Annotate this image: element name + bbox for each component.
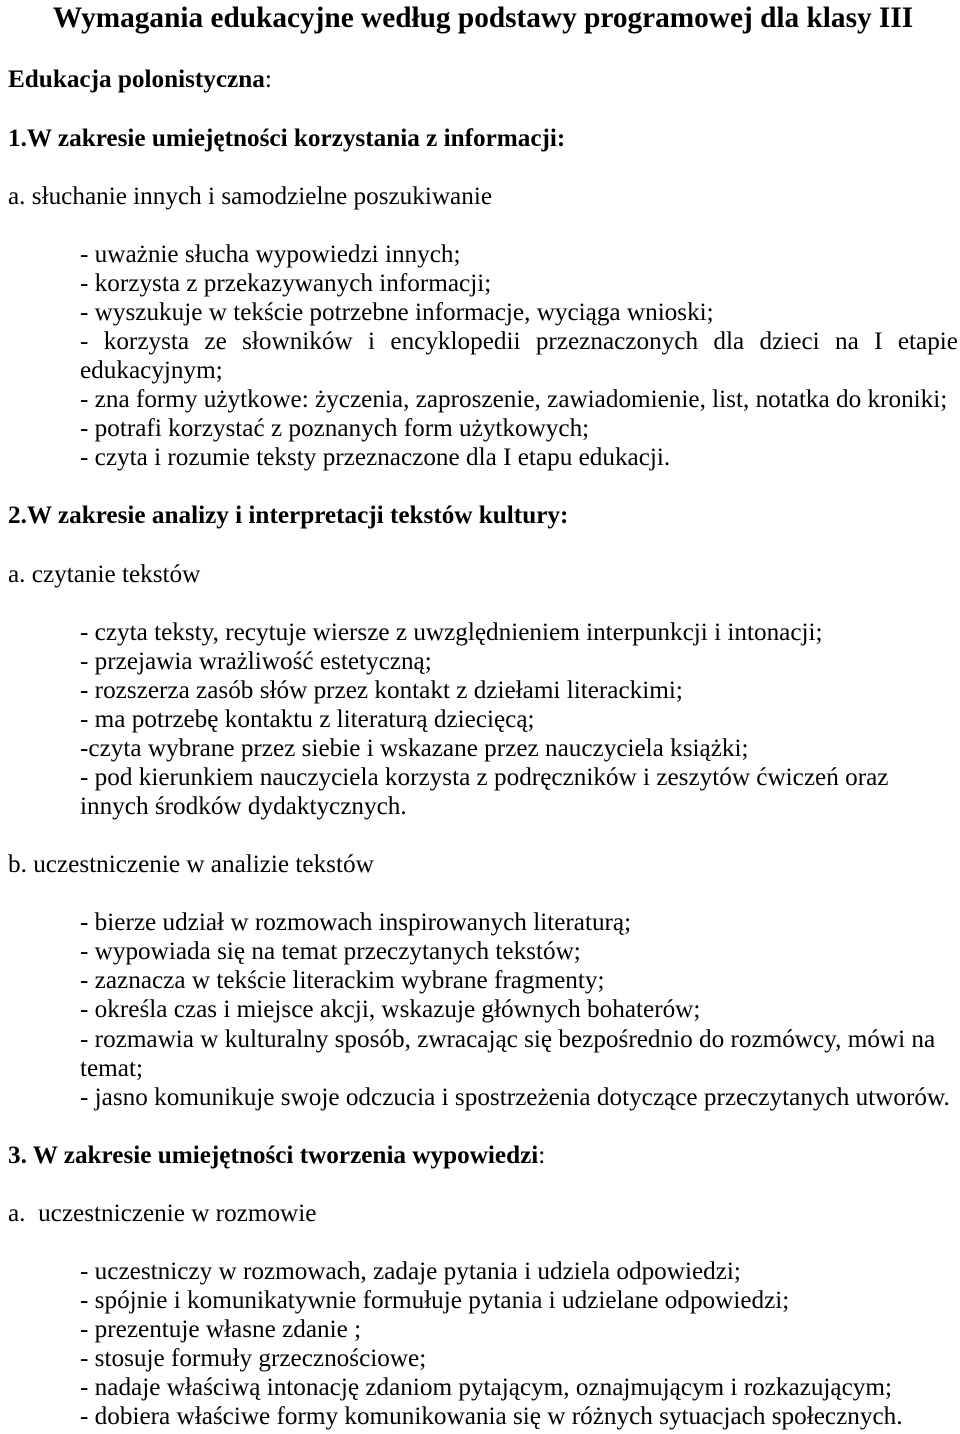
requirement-text: - wypowiada się na temat przeczytanych tekstów; <box>80 938 581 966</box>
requirement-text-continuation: temat; <box>80 1054 143 1082</box>
subject-label: Edukacja polonistyczna <box>8 66 265 94</box>
requirement-item <box>80 240 958 269</box>
requirement-item <box>80 298 958 327</box>
requirement-list-3a <box>80 1257 958 1431</box>
requirement-item <box>80 269 958 298</box>
subject-suffix: : <box>264 66 272 94</box>
section-heading-3-suffix: : <box>538 1141 546 1169</box>
requirement-text: - bierze udział w rozmowach inspirowanych literaturą; <box>80 909 632 937</box>
requirement-text: - zaznacza w tekście literackim wybrane fragmenty; <box>80 967 605 995</box>
requirement-item <box>80 676 958 705</box>
subsection-label-2a: a. czytanie tekstów <box>8 560 201 588</box>
requirement-text-continuation: innych środków dydaktycznych. <box>80 793 407 821</box>
requirement-text: - jasno komunikuje swoje odczucia i spostrzeżenia dotyczące przeczytanych utworów. <box>80 1083 950 1111</box>
requirement-text: - dobiera właściwe formy komunikowania się w różnych sytuacjach społecznych. <box>80 1403 903 1431</box>
requirement-item <box>80 385 958 414</box>
requirement-list-2b <box>80 908 958 1111</box>
requirement-text: - ma potrzebę kontaktu z literaturą dziecięcą; <box>80 705 535 733</box>
requirement-text: - uważnie słucha wypowiedzi innych; <box>80 240 461 268</box>
document-body <box>8 1 958 1431</box>
section-heading-1: 1.W zakresie umiejętności korzystania z informacji: <box>8 124 566 152</box>
requirement-text: - korzysta z przekazywanych informacji; <box>80 269 492 297</box>
requirement-text: - prezentuje własne zdanie ; <box>80 1316 362 1344</box>
requirement-text-continuation: edukacyjnym; <box>80 357 223 385</box>
requirement-item <box>80 966 958 995</box>
subsection-label-2b: b. uczestniczenie w analizie tekstów <box>8 851 374 879</box>
requirement-item <box>80 647 958 676</box>
section-heading-3-text: 3. W zakresie umiejętności tworzenia wypowiedzi <box>8 1141 539 1169</box>
requirement-text: - przejawia wrażliwość estetyczną; <box>80 647 432 675</box>
requirement-text: - korzysta ze słowników i encyklopedii przeznaczonych dla dzieci na I etapie <box>80 328 958 356</box>
subject-heading <box>8 65 958 94</box>
requirement-text: - nadaje właściwą intonację zdaniom pytającym, oznajmującym i rozkazującym; <box>80 1374 892 1402</box>
requirement-item <box>80 1402 958 1431</box>
subsection-label-1a: a. słuchanie innych i samodzielne poszukiwanie <box>8 182 493 210</box>
requirement-text: - określa czas i miejsce akcji, wskazuje głównych bohaterów; <box>80 996 701 1024</box>
requirement-text: -czyta wybrane przez siebie i wskazane przez nauczyciela książki; <box>80 734 749 762</box>
requirement-item <box>80 937 958 966</box>
requirement-text: - zna formy użytkowe: życzenia, zaproszenie, zawiadomienie, list, notatka do kroniki; <box>80 386 948 414</box>
requirement-item <box>80 618 958 647</box>
requirement-text: - spójnie i komunikatywnie formułuje pytania i udzielane odpowiedzi; <box>80 1287 790 1315</box>
requirement-item <box>80 995 958 1024</box>
section-heading-2: 2.W zakresie analizy i interpretacji tekstów kultury: <box>8 502 569 530</box>
requirement-text: - wyszukuje w tekście potrzebne informacje, wyciąga wnioski; <box>80 298 714 326</box>
requirement-list-1a <box>80 240 958 473</box>
requirement-text: - czyta i rozumie teksty przeznaczone dla I etapu edukacji. <box>80 444 671 472</box>
subsection-label-3a: a. uczestniczenie w rozmowie <box>8 1199 317 1227</box>
requirement-item <box>80 1257 958 1286</box>
requirement-text: - uczestniczy w rozmowach, zadaje pytania i udziela odpowiedzi; <box>80 1258 741 1286</box>
requirement-text: - stosuje formuły grzecznościowe; <box>80 1345 427 1373</box>
requirement-item <box>80 1315 958 1344</box>
requirement-item <box>80 705 958 734</box>
requirement-item <box>80 734 958 763</box>
requirement-item <box>80 1025 958 1083</box>
requirement-item <box>80 414 958 443</box>
document-title: Wymagania edukacyjne według podstawy programowej dla klasy III <box>52 2 914 34</box>
requirement-item <box>80 327 958 385</box>
requirement-item <box>80 908 958 937</box>
requirement-item <box>80 1344 958 1373</box>
requirement-item <box>80 1373 958 1402</box>
requirement-item <box>80 1083 958 1112</box>
requirement-item <box>80 1286 958 1315</box>
requirement-item <box>80 443 958 472</box>
requirement-item <box>80 763 958 821</box>
requirement-list-2a <box>80 618 958 821</box>
requirement-text: - czyta teksty, recytuje wiersze z uwzględnieniem interpunkcji i intonacji; <box>80 618 823 646</box>
requirement-text: - rozszerza zasób słów przez kontakt z dziełami literackimi; <box>80 676 683 704</box>
requirement-text: - potrafi korzystać z poznanych form użytkowych; <box>80 415 590 443</box>
requirement-text: - rozmawia w kulturalny sposób, zwracając się bezpośrednio do rozmówcy, mówi na <box>80 1025 936 1053</box>
requirement-text: - pod kierunkiem nauczyciela korzysta z podręczników i zeszytów ćwiczeń oraz <box>80 763 889 791</box>
section-heading-3 <box>8 1141 958 1170</box>
